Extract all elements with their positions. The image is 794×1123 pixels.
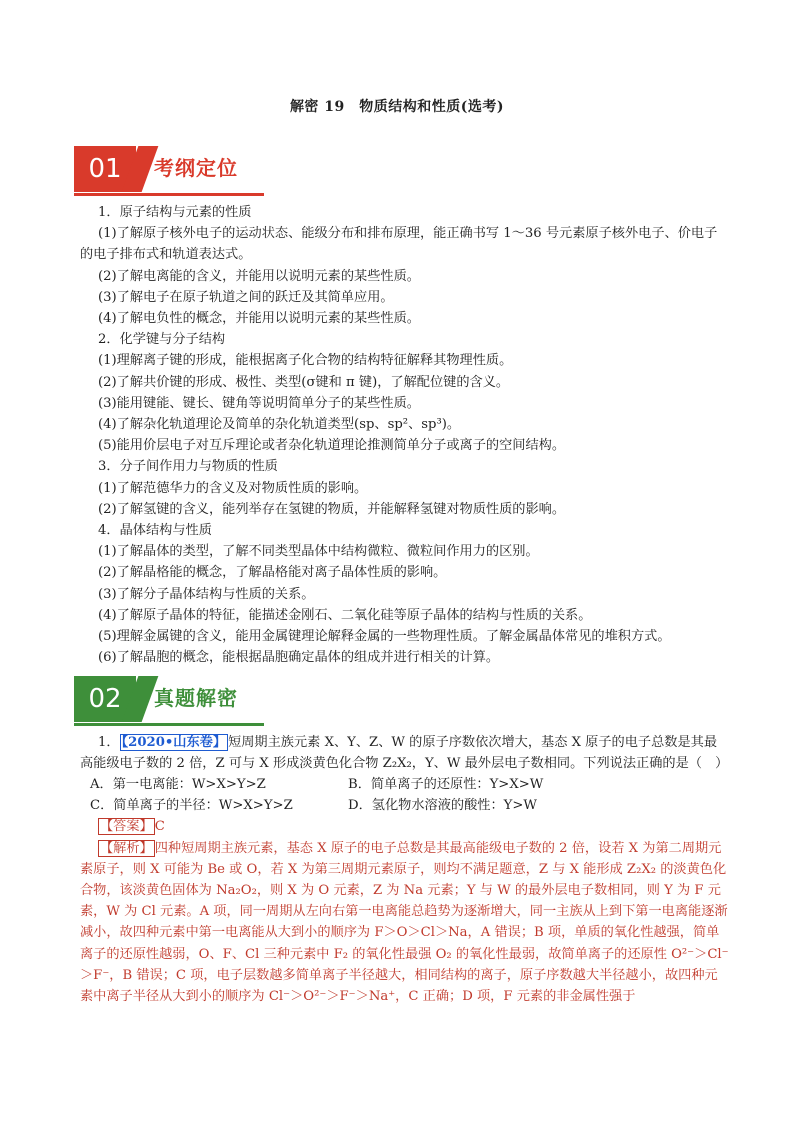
- outline-item: (4)了解原子晶体的特征，能描述金刚石、二氧化硅等原子晶体的结构与性质的关系。: [98, 607, 592, 623]
- outline-item: (2)了解氢键的含义，能列举存在氢键的物质，并能解释氢键对物质性质的影响。: [98, 501, 566, 517]
- option-b: B．简单离子的还原性：Y>X>W: [348, 777, 544, 793]
- outline-item: (5)理解金属键的含义，能用金属键理论解释金属的一些物理性质。了解金属晶体常见的堆积方式。: [98, 629, 671, 645]
- outline-item: (3)能用键能、键长、键角等说明简单分子的某些性质。: [98, 395, 420, 411]
- outline-item: (4)了解电负性的概念，并能用以说明元素的某些性质。: [98, 311, 420, 327]
- section-number: 02: [74, 676, 136, 722]
- outline-heading: 2．化学键与分子结构: [98, 332, 226, 348]
- answer-tag: 【答案】: [100, 819, 153, 835]
- answer-value: C: [154, 819, 165, 835]
- analysis-text: [80, 838, 730, 1008]
- section-title: 考纲定位: [154, 156, 238, 180]
- section-header-exam: [74, 676, 264, 722]
- outline-item: (2)了解电离能的含义，并能用以说明元素的某些性质。: [98, 268, 420, 284]
- question-number: 1．: [98, 735, 120, 750]
- analysis-body: 四种短周期主族元素，基态 X 原子的电子总数是其最高能级电子数的 2 倍，设若 X 为第二周期元素原子，则 X 可能为 Be 或 O，若 X 为第三周期元素原子，则均不满足题意，Z 与 X 能形成 Z₂X₂ 的淡黄色化合物，该淡黄色固体为 Na₂O₂，则 X 为 O 元素，Z 为 Na 元素；Y 与 W 的最外层电子数相同，则 Y 为 F 元素，W 为 Cl 元素。A 项，同一周期从左向右第一电离能总趋势为逐渐增大，同一主族从上到下第一电离能逐渐减小，故四种元素中第一电离能从大到小的顺序为 F＞O＞Cl＞Na，A 错误；B 项，单质的氧化性越强，简单离子的还原性越弱，O、F、Cl 三种元素中 F₂ 的氧化性最强 O₂ 的氧化性最弱，故简单离子的还原性 O²⁻＞Cl⁻＞F⁻，B 错误；C 项，电子层数越多简单离子半径越大，相同结构的离子，原子序数越大半径越小，故四种元素中离子半径从大到小的顺序为 Cl⁻＞O²⁻＞F⁻＞Na⁺，C 正确；D 项，F 元素的非金属性强于: [80, 840, 729, 1005]
- analysis-tag: 【解析】: [100, 840, 153, 856]
- outline-item: (5)能用价层电子对互斥理论或者杂化轨道理论推测简单分子或离子的空间结构。: [98, 438, 566, 454]
- syllabus-outline: [80, 202, 730, 668]
- outline-heading: 4．晶体结构与性质: [98, 523, 212, 539]
- outline-item: (4)了解杂化轨道理论及简单的杂化轨道类型(sp、sp²、sp³)。: [98, 417, 461, 433]
- section-number: 01: [74, 146, 136, 192]
- section-underline: [74, 193, 264, 196]
- outline-item: (1)理解离子键的形成，能根据离子化合物的结构特征解释其物理性质。: [98, 353, 513, 369]
- answer-line: [80, 816, 730, 837]
- question-block: [80, 732, 730, 1007]
- question-source: 【2020•山东卷】: [121, 735, 227, 750]
- outline-heading: 1．原子结构与元素的性质: [98, 205, 252, 220]
- question-text: 短周期主族元素 X、Y、Z、W 的原子序数依次增大，基态 X 原子的电子总数是其最高能级电子数的 2 倍，Z 可与 X 形成淡黄色化合物 Z₂X₂，Y、W 最外层电子数相同。下列说法正确的是（ ）: [80, 735, 729, 772]
- outline-item: (3)了解电子在原子轨道之间的跃迁及其简单应用。: [98, 289, 394, 305]
- section-title: 真题解密: [154, 686, 238, 710]
- option-a: A．第一电离能：W>X>Y>Z: [90, 777, 266, 793]
- option-c: C．简单离子的半径：W>X>Y>Z: [90, 798, 293, 814]
- outline-item: (1)了解范德华力的含义及对物质性质的影响。: [98, 480, 368, 496]
- section-underline: [74, 723, 264, 726]
- page-title: 解密 19 物质结构和性质(选考): [289, 99, 505, 115]
- options: [80, 774, 730, 816]
- outline-heading: 3．分子间作用力与物质的性质: [98, 459, 278, 475]
- outline-item: (3)了解分子晶体结构与性质的关系。: [98, 586, 315, 602]
- outline-item: (1)了解原子核外电子的运动状态、能级分布和排布原理，能正确书写 1～36 号元素原子核外电子、价电子的电子排布式和轨道表达式。: [80, 226, 718, 263]
- question-stem: [80, 732, 730, 774]
- outline-item: (2)了解共价键的形成、极性、类型(σ键和 π 键)，了解配位键的含义。: [98, 374, 510, 390]
- outline-item: (6)了解晶胞的概念，能根据晶胞确定晶体的组成并进行相关的计算。: [98, 650, 500, 666]
- section-header-outline: [74, 146, 264, 192]
- outline-item: (2)了解晶格能的概念，了解晶格能对离子晶体性质的影响。: [98, 565, 447, 581]
- outline-item: (1)了解晶体的类型，了解不同类型晶体中结构微粒、微粒间作用力的区别。: [98, 544, 539, 560]
- option-d: D．氢化物水溶液的酸性：Y>W: [348, 798, 537, 814]
